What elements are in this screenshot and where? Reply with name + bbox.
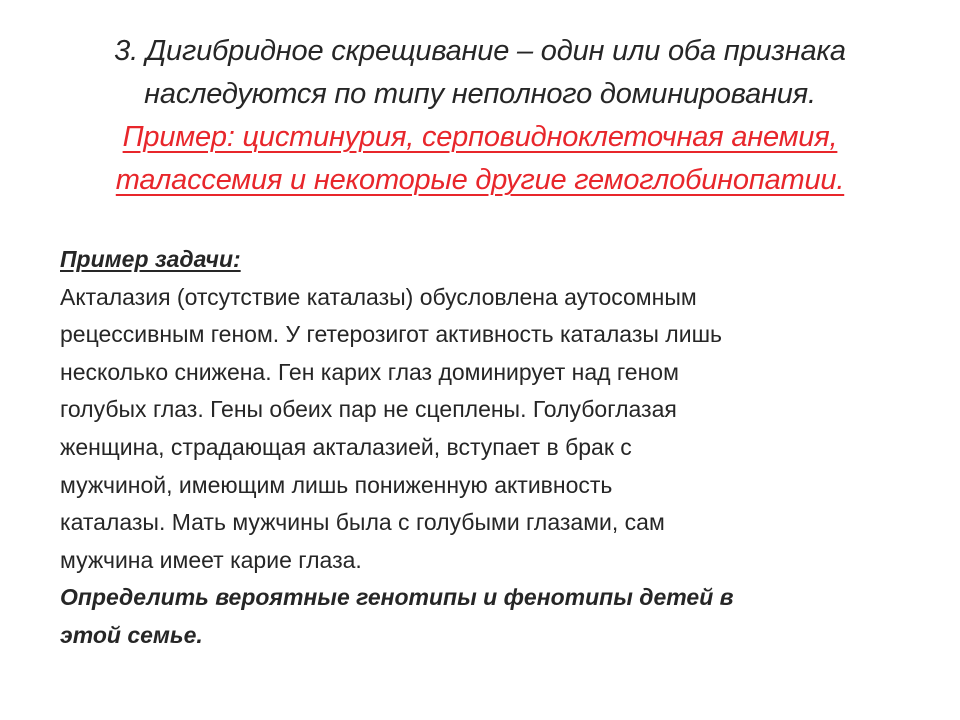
task-heading: Пример задачи: <box>60 246 241 272</box>
task-question-line-1: Определить вероятные генотипы и фенотипы детей в <box>60 584 734 611</box>
slide-title <box>40 30 920 202</box>
task-question-line-2: этой семье. <box>60 621 203 648</box>
task-body-line-2: рецессивным геном. У гетерозигот активность каталазы лишь <box>60 321 723 348</box>
task-body-line-3: несколько снижена. Ген карих глаз доминирует над геном <box>60 358 679 385</box>
task-body-line-5: женщина, страдающая акталазией, вступает в брак с <box>60 433 632 460</box>
task-body-line-6: мужчиной, имеющим лишь пониженную активность <box>60 471 613 498</box>
task-body-line-1: Акталазия (отсутствие каталазы) обусловлена аутосомным <box>60 283 697 310</box>
task-block <box>60 241 920 655</box>
title-line-2: наследуются по типу неполного доминирования. <box>144 78 816 110</box>
title-example-line-1: Пример: цистинурия, серповидноклеточная анемия, <box>122 121 838 153</box>
task-body-line-7: каталазы. Мать мужчины была с голубыми глазами, сам <box>60 509 665 536</box>
title-example-line-2: талассемия и некоторые другие гемоглобинопатии. <box>115 164 845 196</box>
title-line-1: 3. Дигибридное скрещивание – один или оба признака <box>114 35 846 67</box>
task-body-line-8: мужчина имеет карие глаза. <box>60 546 362 573</box>
task-body-line-4: голубых глаз. Гены обеих пар не сцеплены. Голубоглазая <box>60 396 677 423</box>
